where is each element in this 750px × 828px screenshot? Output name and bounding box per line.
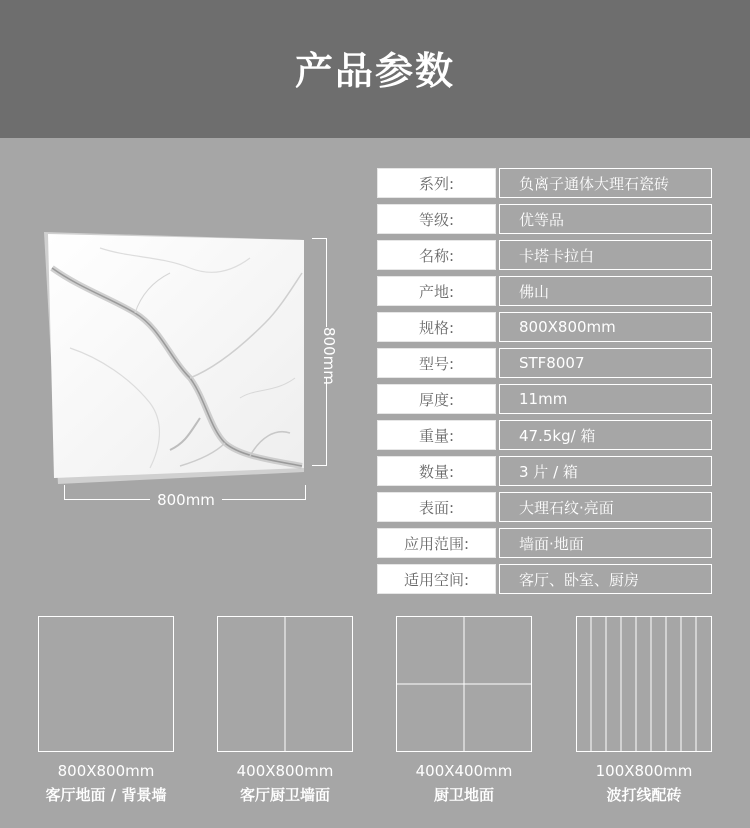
spec-label: 表面: — [377, 492, 496, 522]
spec-row — [377, 168, 712, 198]
spec-row — [377, 456, 712, 486]
four-tile-icon — [396, 616, 532, 752]
spec-label: 等级: — [377, 204, 496, 234]
pattern-name-label: 客厅地面 / 背景墙 — [45, 786, 167, 804]
spec-row — [377, 276, 712, 306]
height-dimension-tick — [312, 465, 326, 466]
spec-row — [377, 312, 712, 342]
spec-label: 数量: — [377, 456, 496, 486]
spec-label: 应用范围: — [377, 528, 496, 558]
spec-value: 卡塔卡拉白 — [499, 240, 712, 270]
width-dimension-label: 800mm — [150, 490, 222, 510]
spec-value: 800X800mm — [499, 312, 712, 342]
tile-image — [40, 228, 340, 508]
spec-label: 产地: — [377, 276, 496, 306]
spec-row — [377, 564, 712, 594]
spec-value: 大理石纹·亮面 — [499, 492, 712, 522]
spec-label: 名称: — [377, 240, 496, 270]
spec-value: 优等品 — [499, 204, 712, 234]
spec-row — [377, 240, 712, 270]
spec-value: 墙面·地面 — [499, 528, 712, 558]
pattern-size-label: 800X800mm — [57, 762, 155, 780]
pattern-size-label: 400X800mm — [236, 762, 334, 780]
spec-table — [377, 168, 712, 600]
pattern-name-label: 波打线配砖 — [606, 786, 682, 804]
height-dimension-tick — [312, 238, 326, 239]
spec-value: 11mm — [499, 384, 712, 414]
spec-row — [377, 492, 712, 522]
marble-tile-icon — [40, 228, 340, 508]
width-dimension-tick — [305, 485, 306, 499]
spec-row — [377, 348, 712, 378]
spec-label: 适用空间: — [377, 564, 496, 594]
spec-label: 型号: — [377, 348, 496, 378]
pattern-size-label: 400X400mm — [415, 762, 513, 780]
spec-value: 47.5kg/ 箱 — [499, 420, 712, 450]
pattern-size-label: 100X800mm — [595, 762, 693, 780]
spec-value: 负离子通体大理石瓷砖 — [499, 168, 712, 198]
spec-label: 厚度: — [377, 384, 496, 414]
height-dimension-label: 800mm — [320, 327, 338, 385]
width-dimension-tick — [64, 485, 65, 499]
spec-value: STF8007 — [499, 348, 712, 378]
single-tile-icon — [38, 616, 174, 752]
spec-label: 重量: — [377, 420, 496, 450]
spec-label: 规格: — [377, 312, 496, 342]
spec-value: 3 片 / 箱 — [499, 456, 712, 486]
header-bar — [0, 0, 750, 138]
spec-label: 系列: — [377, 168, 496, 198]
strip-tile-icon — [576, 616, 712, 752]
spec-value: 客厅、卧室、厨房 — [499, 564, 712, 594]
spec-value: 佛山 — [499, 276, 712, 306]
spec-row — [377, 420, 712, 450]
pattern-name-label: 厨卫地面 — [433, 786, 494, 804]
two-tile-icon — [217, 616, 353, 752]
spec-row — [377, 204, 712, 234]
spec-row — [377, 384, 712, 414]
spec-row — [377, 528, 712, 558]
pattern-name-label: 客厅厨卫墙面 — [239, 786, 330, 804]
page-title: 产品参数 — [294, 48, 455, 93]
